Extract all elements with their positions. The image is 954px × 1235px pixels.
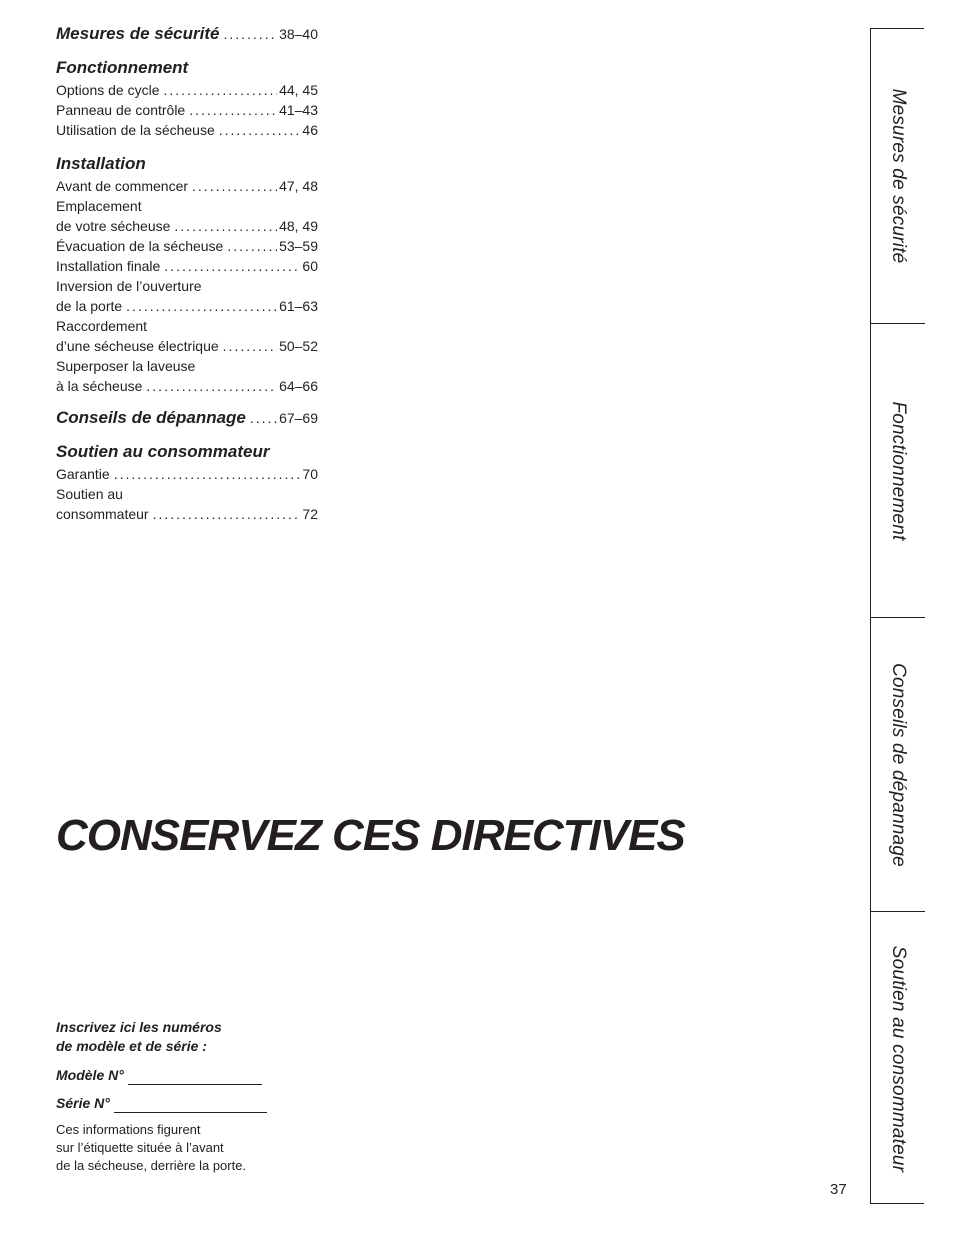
toc-heading-row[interactable] bbox=[56, 24, 318, 44]
leader-dots bbox=[227, 236, 277, 256]
toc-page-ref: 70 bbox=[302, 466, 318, 482]
toc-entry-label: à la sécheuse bbox=[56, 378, 143, 394]
leader-dots bbox=[219, 120, 301, 140]
toc-heading: Mesures de sécurité bbox=[56, 24, 220, 43]
leader-dots bbox=[223, 336, 277, 356]
leader-dots bbox=[189, 100, 277, 120]
toc-entry-label-line1: Raccordement bbox=[56, 318, 148, 334]
toc-heading-row[interactable] bbox=[56, 408, 318, 428]
toc-page-ref: 61–63 bbox=[279, 298, 318, 314]
leader-dots bbox=[146, 376, 277, 396]
toc-entry-label: Installation finale bbox=[56, 258, 161, 274]
toc-entry-label-line1: Emplacement bbox=[56, 198, 142, 214]
toc-entry-label: de votre sécheuse bbox=[56, 218, 171, 234]
toc-page-ref: 46 bbox=[302, 122, 318, 138]
leader-dots bbox=[153, 504, 301, 524]
serial-number-field[interactable] bbox=[114, 1098, 267, 1113]
toc-entry-label: consommateur bbox=[56, 506, 149, 522]
toc-page-ref: 48, 49 bbox=[279, 218, 318, 234]
toc-section-depannage bbox=[56, 408, 318, 428]
toc-entry[interactable] bbox=[56, 216, 318, 236]
record-intro-line: de modèle et de série : bbox=[56, 1038, 207, 1054]
toc-entry[interactable] bbox=[56, 236, 318, 256]
toc-entry-label: Avant de commencer bbox=[56, 178, 189, 194]
toc-entry[interactable] bbox=[56, 504, 318, 524]
toc-page-ref: 53–59 bbox=[279, 238, 318, 254]
toc-section-soutien bbox=[56, 440, 318, 524]
record-intro-line: Inscrivez ici les numéros bbox=[56, 1019, 222, 1035]
tab-label: Soutien au consommateur bbox=[888, 945, 909, 1172]
toc-heading: Conseils de dépannage bbox=[56, 408, 246, 427]
leader-dots bbox=[250, 408, 277, 428]
tab-conseils-de-depannage[interactable] bbox=[871, 617, 925, 911]
tab-fonctionnement[interactable] bbox=[871, 323, 925, 617]
toc-entry-label: Garantie bbox=[56, 466, 110, 482]
page-title: CONSERVEZ CES DIRECTIVES bbox=[56, 811, 685, 860]
toc-entry[interactable] bbox=[56, 176, 318, 196]
leader-dots bbox=[114, 464, 301, 484]
serial-number-label: Série N° bbox=[56, 1095, 110, 1111]
model-serial-record bbox=[56, 1018, 316, 1175]
toc-section-fonctionnement bbox=[56, 56, 318, 140]
toc-entry[interactable] bbox=[56, 464, 318, 484]
leader-dots bbox=[192, 176, 277, 196]
toc-page-ref: 72 bbox=[302, 506, 318, 522]
toc-entry-label-line1: Inversion de l’ouverture bbox=[56, 278, 202, 294]
tab-label: Mesures de sécurité bbox=[888, 88, 909, 264]
toc-heading: Installation bbox=[56, 154, 146, 173]
toc-entry[interactable] bbox=[56, 120, 318, 140]
leader-dots bbox=[164, 256, 300, 276]
toc-entry-label-line1: Soutien au bbox=[56, 486, 123, 502]
toc-page-ref: 67–69 bbox=[279, 410, 318, 426]
leader-dots bbox=[223, 24, 277, 44]
toc-entry[interactable] bbox=[56, 376, 318, 396]
tab-label: Conseils de dépannage bbox=[888, 662, 909, 867]
model-number-field[interactable] bbox=[128, 1070, 262, 1085]
tab-mesures-de-securite[interactable] bbox=[871, 29, 925, 323]
toc-heading: Fonctionnement bbox=[56, 58, 189, 77]
toc-page-ref: 64–66 bbox=[279, 378, 318, 394]
toc-page-ref: 60 bbox=[302, 258, 318, 274]
toc-entry[interactable] bbox=[56, 256, 318, 276]
toc-page-ref: 41–43 bbox=[279, 102, 318, 118]
toc-entry[interactable] bbox=[56, 296, 318, 316]
record-intro bbox=[56, 1018, 316, 1056]
toc-page-ref: 38–40 bbox=[279, 26, 318, 42]
toc-section-installation bbox=[56, 152, 318, 396]
model-number-line bbox=[56, 1065, 316, 1085]
toc-entry-label: Panneau de contrôle bbox=[56, 102, 186, 118]
leader-dots bbox=[174, 216, 277, 236]
toc-entry-label: de la porte bbox=[56, 298, 123, 314]
toc-page-ref: 50–52 bbox=[279, 338, 318, 354]
toc-entry-label: Utilisation de la sécheuse bbox=[56, 122, 215, 138]
table-of-contents bbox=[56, 24, 318, 536]
toc-entry-label-line1: Superposer la laveuse bbox=[56, 358, 196, 374]
toc-heading: Soutien au consommateur bbox=[56, 442, 270, 461]
toc-entry[interactable] bbox=[56, 100, 318, 120]
toc-entry-label: d’une sécheuse électrique bbox=[56, 338, 219, 354]
section-tabs bbox=[870, 28, 924, 1204]
toc-page-ref: 44, 45 bbox=[279, 82, 318, 98]
leader-dots bbox=[164, 80, 278, 100]
record-note-line: sur l’étiquette située à l’avant bbox=[56, 1140, 224, 1155]
model-number-label: Modèle N° bbox=[56, 1067, 124, 1083]
tab-soutien-au-consommateur[interactable] bbox=[871, 911, 925, 1205]
record-note-line: de la sécheuse, derrière la porte. bbox=[56, 1158, 247, 1173]
record-note bbox=[56, 1121, 316, 1175]
record-note-line: Ces informations figurent bbox=[56, 1122, 201, 1137]
page-number: 37 bbox=[830, 1181, 847, 1198]
toc-section-securite bbox=[56, 24, 318, 44]
toc-page-ref: 47, 48 bbox=[279, 178, 318, 194]
serial-number-line bbox=[56, 1093, 316, 1113]
toc-entry-label: Options de cycle bbox=[56, 82, 160, 98]
tab-label: Fonctionnement bbox=[888, 400, 909, 541]
toc-entry[interactable] bbox=[56, 336, 318, 356]
toc-entry-label: Évacuation de la sécheuse bbox=[56, 238, 224, 254]
leader-dots bbox=[126, 296, 277, 316]
toc-entry[interactable] bbox=[56, 80, 318, 100]
